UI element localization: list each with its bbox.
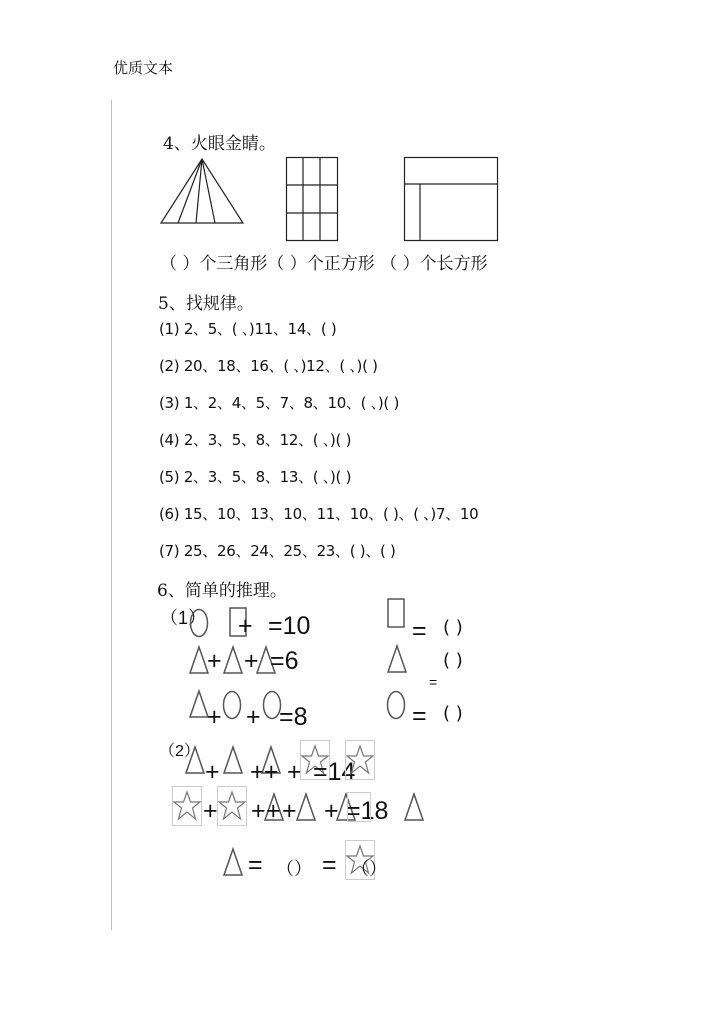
row4-plus-3: +: [264, 758, 279, 786]
row3-eq8: =8: [279, 703, 308, 731]
row2-eq6: =6: [270, 647, 299, 675]
row5-eq18: =18: [346, 797, 389, 825]
row4-eq14: =14: [313, 758, 356, 786]
row2-equals: =: [429, 674, 438, 690]
row2-plus-2: +: [244, 647, 259, 675]
triangle-icon: [223, 746, 243, 774]
row5-plus-1: +: [203, 797, 218, 825]
triangle-icon: [189, 646, 209, 674]
star-icon: [345, 740, 375, 780]
row5-plus-4: +: [282, 797, 297, 825]
row1-answer: ( ): [443, 617, 463, 638]
q6-part2-label: （2）: [159, 743, 200, 760]
row2-answer: ( ): [443, 650, 463, 671]
q6-title: 6、简单的推理。: [157, 581, 287, 601]
triangle-icon: [404, 793, 424, 821]
row1-eq10: =10: [268, 612, 311, 640]
star-icon: [172, 786, 202, 826]
star-icon: [217, 786, 247, 826]
row3-plus-1: +: [207, 703, 222, 731]
row5-plus-2: +: [251, 797, 266, 825]
row6-answer-2: （）: [351, 859, 387, 880]
triangle-icon: [185, 746, 205, 774]
row5-plus-5: +: [324, 797, 339, 825]
q5-item-1: (1) 2、5、( 、)11、14、( ): [159, 320, 337, 338]
row1-plus: +: [238, 612, 253, 640]
q4-title: 4、火眼金睛。: [163, 134, 276, 154]
q5-item-5: (5) 2、3、5、8、13、( 、)( ): [159, 468, 352, 486]
row6-equals-1: =: [248, 851, 263, 879]
triangle-icon: [223, 646, 243, 674]
row3-plus-2: +: [246, 703, 261, 731]
row3-equals: =: [412, 702, 427, 730]
row3-answer: ( ): [443, 703, 463, 724]
triangle-icon: [296, 793, 316, 821]
q5-item-4: (4) 2、3、5、8、12、( 、)( ): [159, 431, 352, 449]
row2-plus-1: +: [207, 647, 222, 675]
circle-icon: [222, 690, 242, 720]
q5-item-2: (2) 20、18、16、( 、)12、( 、)( ): [159, 357, 378, 375]
triangle-figure: [160, 158, 244, 224]
triangle-icon: [387, 645, 407, 673]
q5-item-3: (3) 1、2、4、5、7、8、10、( 、)( ): [159, 394, 400, 412]
row5-plus-3: +: [266, 797, 281, 825]
triangle-icon: [189, 690, 209, 718]
q5-item-6: (6) 15、10、13、10、11、10、( )、( 、)7、10: [159, 505, 479, 523]
star-icon: [347, 792, 371, 822]
row4-plus-2: +: [250, 758, 265, 786]
grid-figure: [286, 157, 338, 241]
page-header: 优质文本: [113, 59, 174, 77]
q5-title: 5、找规律。: [158, 294, 254, 314]
row6-answer-1: （）: [276, 859, 312, 880]
row4-plus-1: +: [205, 758, 220, 786]
row6-equals-2: =: [322, 851, 337, 879]
margin-line: [111, 100, 112, 930]
square-icon: [387, 598, 405, 628]
q5-item-7: (7) 25、26、24、25、23、( )、( ): [159, 542, 396, 560]
rectangle-figure: [404, 157, 498, 241]
row1-equals: =: [412, 617, 427, 645]
circle-icon: [189, 608, 209, 638]
q4-answer-line: （ ）个三角形（ ）个正方形 （ ）个长方形: [160, 254, 488, 274]
triangle-icon: [223, 848, 243, 876]
q6-part1-label: （1）: [160, 608, 207, 628]
row4-plus-4: +: [287, 758, 302, 786]
circle-icon: [386, 690, 406, 720]
